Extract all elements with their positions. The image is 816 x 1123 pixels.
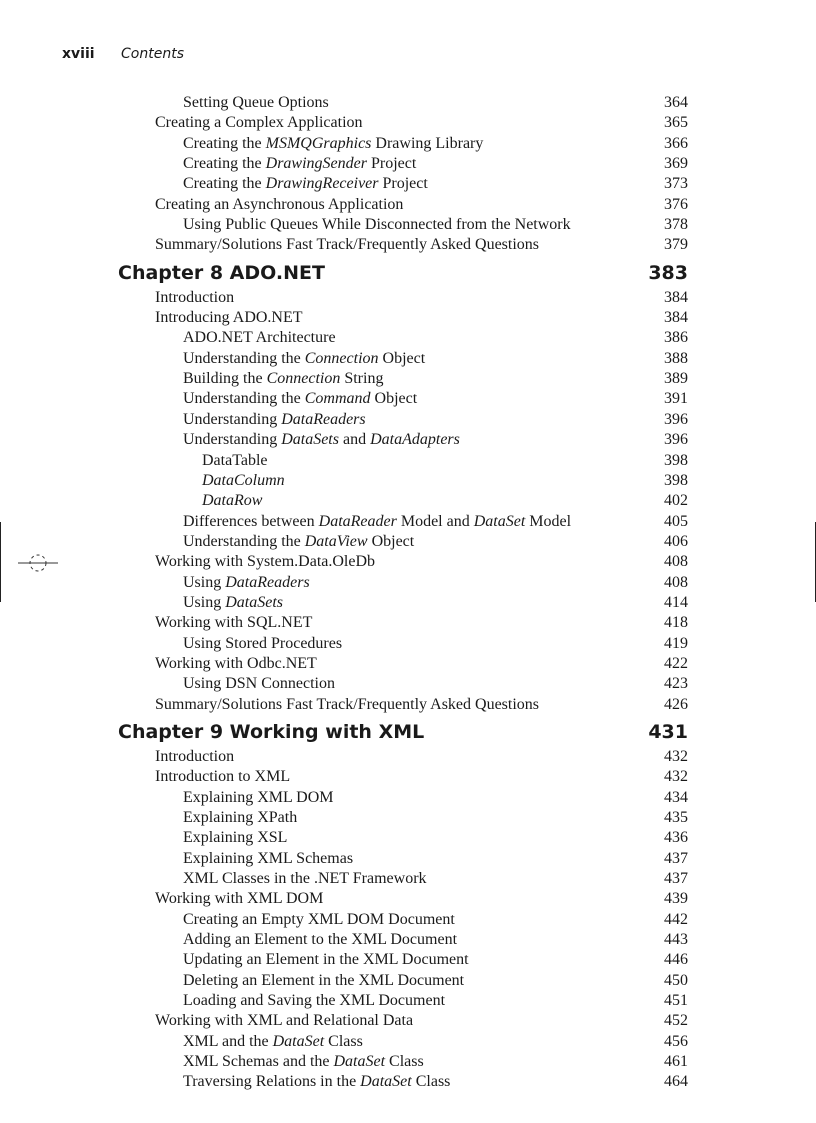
entry-title-italic-part: DataColumn	[202, 471, 285, 489]
entry-title	[183, 971, 464, 991]
entry-title-italic-part: DataSet	[473, 512, 526, 530]
entry-title-part: Using Stored Procedures	[183, 634, 343, 652]
entry-page-number: 365	[664, 114, 688, 132]
entry-page-number: 378	[664, 216, 688, 234]
entry-page-number: 437	[664, 870, 688, 888]
entry-title-part: Model	[525, 512, 572, 530]
entry-title	[202, 451, 268, 471]
entry-title-part: Understanding the	[183, 532, 305, 550]
toc-entry	[0, 910, 816, 930]
registration-mark-icon	[18, 552, 58, 574]
entry-title-part: XML Classes in the .NET Framework	[183, 870, 427, 888]
chapter-heading	[0, 717, 816, 747]
entry-title	[155, 113, 363, 133]
entry-title-part: XML Schemas and the	[183, 1053, 334, 1071]
entry-page-number: 388	[664, 349, 688, 367]
entry-title-part: DataTable	[202, 451, 268, 469]
entry-title-part: Working with SQL.NET	[155, 614, 313, 632]
toc-entry	[0, 573, 816, 593]
entry-page-number: 391	[664, 390, 688, 408]
entry-title	[155, 695, 539, 715]
entry-title-part: and	[338, 431, 371, 449]
entry-title-part: XML and the	[183, 1032, 273, 1050]
entry-title	[118, 717, 424, 747]
entry-title-part: Working with XML and Relational Data	[155, 1012, 414, 1030]
entry-title-part: Explaining XML DOM	[183, 788, 334, 806]
crop-mark-left	[0, 522, 1, 602]
entry-title-italic-part: DataReaders	[225, 573, 310, 591]
entry-page-number: 422	[664, 654, 688, 672]
toc-entry	[0, 349, 816, 369]
entry-page-number: 398	[664, 451, 688, 469]
entry-title	[202, 491, 262, 511]
entry-title-part: Setting Queue Options	[183, 94, 329, 111]
entry-title	[118, 258, 325, 288]
toc-entry	[0, 93, 816, 113]
toc-entry	[0, 991, 816, 1011]
entry-title-part: Using Public Queues While Disconnected from the Network	[183, 216, 571, 234]
entry-title-italic-part: DataSet	[272, 1032, 325, 1050]
entry-title-part: Class	[324, 1032, 363, 1050]
toc-entry	[0, 491, 816, 511]
entry-title-part: Introduction	[155, 288, 235, 306]
entry-title-part: Creating a Complex Application	[155, 114, 363, 132]
entry-title-part: Explaining XML Schemas	[183, 849, 354, 867]
entry-title	[183, 410, 366, 430]
entry-title	[183, 788, 334, 808]
toc-entry	[0, 288, 816, 308]
entry-title	[183, 1072, 450, 1092]
entry-title	[183, 328, 336, 348]
toc-entry	[0, 552, 816, 572]
entry-title-part: Creating an Asynchronous Application	[155, 195, 404, 213]
entry-title-italic-part: DrawingSender	[265, 155, 367, 173]
entry-title-italic-part: DataSets	[281, 431, 339, 449]
entry-title	[155, 889, 323, 909]
running-head	[62, 46, 184, 62]
entry-title	[183, 430, 460, 450]
section-title: Contents	[121, 46, 184, 62]
entry-page-number: 461	[664, 1053, 688, 1071]
entry-title	[183, 215, 571, 235]
entry-title	[183, 828, 287, 848]
entry-title	[183, 369, 383, 389]
entry-title-part: Understanding the	[183, 349, 305, 367]
entry-title-italic-part: MSMQGraphics	[265, 134, 372, 152]
entry-page-number: 418	[664, 614, 688, 632]
entry-page-number: 437	[664, 849, 688, 867]
entry-title	[155, 747, 234, 767]
entry-title-part: Model and	[396, 512, 474, 530]
entry-title	[155, 552, 375, 572]
toc-entry	[0, 654, 816, 674]
toc-entry	[0, 308, 816, 328]
toc-entry	[0, 1052, 816, 1072]
entry-title-part: Introducing ADO.NET	[155, 309, 303, 327]
toc-entry	[0, 195, 816, 215]
toc-entry	[0, 451, 816, 471]
entry-title-part: Creating the	[183, 134, 266, 152]
entry-title-part: Project	[366, 155, 417, 173]
entry-title-part: Differences between	[183, 512, 319, 530]
entry-title-part: Class	[385, 1053, 424, 1071]
entry-title-italic-part: DataReaders	[281, 410, 366, 428]
entry-page-number: 408	[664, 553, 688, 571]
entry-title-part: Object	[367, 532, 415, 550]
entry-page-number: 419	[664, 634, 688, 652]
entry-title-italic-part: Connection	[266, 370, 341, 388]
entry-title-part: Deleting an Element in the XML Document	[183, 971, 465, 989]
entry-page-number: 456	[664, 1032, 688, 1050]
entry-title	[155, 288, 234, 308]
entry-title-part: Summary/Solutions Fast Track/Frequently Asked Questions	[155, 236, 540, 254]
entry-page-number: 452	[664, 1012, 688, 1030]
entry-page-number: 451	[664, 992, 688, 1010]
toc-entry	[0, 389, 816, 409]
entry-title-part: Building the	[183, 370, 267, 388]
entry-title-part: Using DSN Connection	[183, 675, 335, 693]
entry-title-italic-part: DataView	[304, 532, 368, 550]
toc-entry	[0, 695, 816, 715]
entry-title	[183, 349, 425, 369]
toc-entry	[0, 235, 816, 255]
toc-entry	[0, 613, 816, 633]
entry-title-part: Project	[378, 175, 428, 193]
entry-page-number: 464	[664, 1073, 688, 1091]
entry-title	[183, 1032, 363, 1052]
entry-page-number: 406	[664, 532, 688, 550]
entry-title-part: Traversing Relations in the	[183, 1073, 361, 1091]
entry-page-number: 402	[664, 492, 688, 510]
entry-title-part: Explaining XPath	[183, 809, 298, 826]
entry-title-part: Class	[411, 1073, 451, 1091]
toc-entry	[0, 215, 816, 235]
toc-entry	[0, 154, 816, 174]
entry-title	[183, 950, 469, 970]
entry-title-part: Summary/Solutions Fast Track/Frequently Asked Questions	[155, 695, 540, 713]
entry-title-italic-part: DataRow	[202, 492, 263, 510]
entry-page-number: 434	[664, 788, 688, 806]
entry-title-part: Working with System.Data.OleDb	[155, 553, 376, 571]
entry-title-part: Creating the	[183, 155, 266, 173]
entry-title	[155, 1011, 413, 1031]
entry-title	[183, 512, 571, 532]
toc-entry	[0, 849, 816, 869]
entry-title	[183, 930, 457, 950]
entry-title	[155, 654, 317, 674]
entry-title	[183, 991, 445, 1011]
entry-title-italic-part: DataSet	[333, 1053, 386, 1071]
toc-entry	[0, 674, 816, 694]
entry-title-part: Updating an Element in the XML Document	[183, 951, 469, 969]
entry-title	[183, 134, 483, 154]
entry-title	[202, 471, 285, 491]
entry-page-number: 414	[664, 593, 688, 611]
entry-title-part: Working with XML DOM	[155, 890, 324, 908]
entry-title	[183, 849, 353, 869]
entry-page-number: 364	[664, 94, 688, 111]
toc-entry	[0, 767, 816, 787]
entry-title-part: Understanding	[183, 410, 282, 428]
entry-title	[155, 235, 539, 255]
toc-entry	[0, 747, 816, 767]
entry-title	[183, 389, 417, 409]
toc-entry	[0, 174, 816, 194]
entry-page-number: 369	[664, 155, 688, 173]
entry-title-italic-part: DrawingReceiver	[265, 175, 379, 193]
toc-entry	[0, 808, 816, 828]
toc-entry	[0, 971, 816, 991]
entry-page-number: 423	[664, 675, 688, 693]
entry-title	[183, 593, 283, 613]
entry-title-part: Loading and Saving the XML Document	[183, 992, 446, 1010]
entry-page-number: 432	[664, 747, 688, 765]
chapter-heading	[0, 258, 816, 288]
entry-title-part: Introduction	[155, 747, 235, 765]
entry-title	[183, 1052, 424, 1072]
entry-title	[155, 767, 290, 787]
entry-title-italic-part: DataReader	[318, 512, 397, 530]
entry-page-number: 436	[664, 829, 688, 847]
entry-title-part: Adding an Element to the XML Document	[183, 931, 458, 949]
entry-title	[183, 532, 414, 552]
entry-page-number: 398	[664, 471, 688, 489]
entry-title-italic-part: DataSet	[360, 1073, 412, 1091]
entry-page-number: 450	[664, 971, 688, 989]
entry-title	[183, 634, 342, 654]
entry-page-number: 426	[664, 695, 688, 713]
entry-title	[183, 910, 455, 930]
entry-page-number: 439	[664, 890, 688, 908]
entry-title	[155, 195, 403, 215]
toc-entry	[0, 930, 816, 950]
entry-title-part: Object	[370, 390, 418, 408]
entry-page-number: 405	[664, 512, 688, 530]
entry-page-number: 384	[664, 288, 688, 306]
toc-entry	[0, 369, 816, 389]
entry-title-part: Creating an Empty XML DOM Document	[183, 910, 455, 928]
entry-title	[183, 869, 427, 889]
entry-title	[155, 613, 312, 633]
toc-entry	[0, 634, 816, 654]
toc-entry	[0, 593, 816, 613]
toc-entry	[0, 950, 816, 970]
entry-title-part: Using	[183, 593, 226, 611]
entry-title-part: Explaining XSL	[183, 829, 288, 847]
toc-entry	[0, 889, 816, 909]
entry-page-number: 389	[664, 370, 688, 388]
entry-title	[183, 93, 329, 113]
entry-title	[183, 154, 416, 174]
entry-page-number: 435	[664, 809, 688, 826]
toc-entry	[0, 410, 816, 430]
entry-title-italic-part: DataSets	[225, 593, 284, 611]
entry-page-number: 442	[664, 910, 688, 928]
toc-entry	[0, 1011, 816, 1031]
entry-title-part: ADO.NET Architecture	[183, 329, 336, 347]
entry-title	[155, 308, 303, 328]
toc-entry	[0, 512, 816, 532]
entry-page-number: 432	[664, 768, 688, 786]
entry-title-part: Working with Odbc.NET	[155, 654, 317, 672]
toc-entry	[0, 134, 816, 154]
toc-entry	[0, 828, 816, 848]
entry-page-number: 383	[648, 261, 688, 284]
entry-title-part: Chapter 8 ADO.NET	[118, 261, 325, 284]
page-number: xviii	[62, 46, 95, 62]
entry-title-part: Understanding	[183, 431, 282, 449]
entry-page-number: 386	[664, 329, 688, 347]
toc-entry	[0, 788, 816, 808]
entry-title	[183, 174, 428, 194]
entry-title-part: Drawing Library	[371, 134, 484, 152]
entry-title	[183, 674, 335, 694]
toc-entry	[0, 430, 816, 450]
entry-title-italic-part: DataAdapters	[370, 431, 460, 449]
toc-entry	[0, 328, 816, 348]
entry-title-part: Chapter 9 Working with XML	[118, 720, 425, 743]
entry-title-part: Using	[183, 573, 226, 591]
entry-page-number: 408	[664, 573, 688, 591]
entry-page-number: 396	[664, 431, 688, 449]
toc-entry	[0, 1032, 816, 1052]
entry-title-part: Understanding the	[183, 390, 305, 408]
entry-title-part: Object	[378, 349, 426, 367]
entry-title	[183, 573, 310, 593]
entry-page-number: 446	[664, 951, 688, 969]
table-of-contents	[0, 93, 816, 1093]
entry-page-number: 366	[664, 134, 688, 152]
entry-title-part: Creating the	[183, 175, 266, 193]
toc-entry	[0, 471, 816, 491]
toc-entry	[0, 532, 816, 552]
entry-title-italic-part: Command	[304, 390, 371, 408]
entry-page-number: 431	[648, 720, 688, 743]
entry-page-number: 373	[664, 175, 688, 193]
entry-page-number: 384	[664, 309, 688, 327]
toc-entry	[0, 113, 816, 133]
entry-page-number: 379	[664, 236, 688, 254]
toc-entry	[0, 869, 816, 889]
toc-entry	[0, 1072, 816, 1092]
entry-title-part: Introduction to XML	[155, 768, 291, 786]
entry-page-number: 443	[664, 931, 688, 949]
entry-page-number: 376	[664, 195, 688, 213]
entry-title-italic-part: Connection	[304, 349, 379, 367]
entry-page-number: 396	[664, 410, 688, 428]
entry-title-part: String	[340, 370, 384, 388]
entry-title	[183, 808, 297, 828]
